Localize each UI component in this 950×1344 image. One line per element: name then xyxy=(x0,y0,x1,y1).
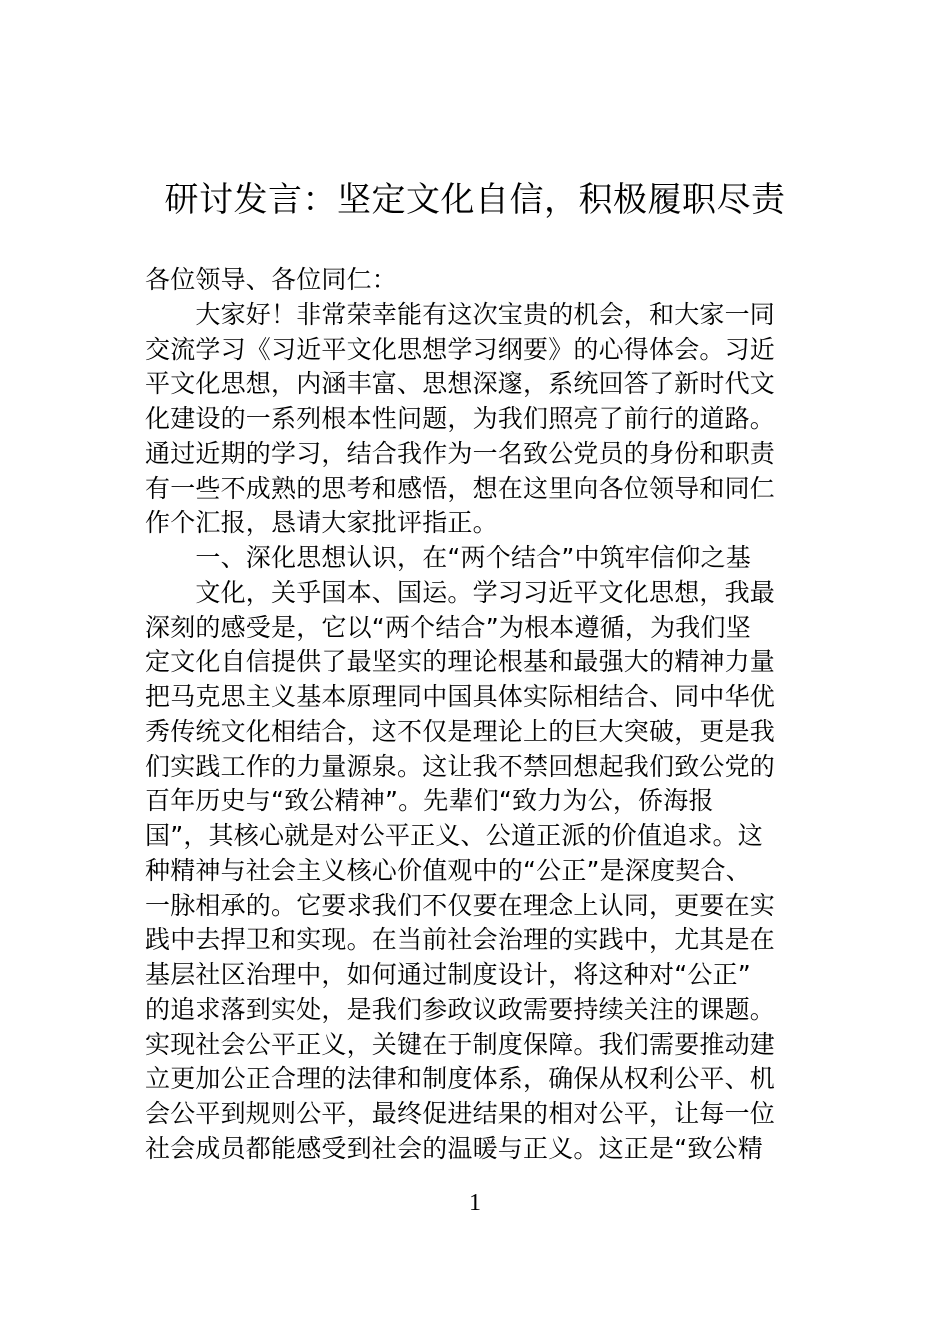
text-line: 立更加公正合理的法律和制度体系，确保从权利公平、机 xyxy=(145,1064,776,1094)
text-line: 国”，其核心就是对公平正义、公道正派的价值追求。这 xyxy=(145,821,763,850)
text-line: 践中去捍卫和实现。在当前社会治理的实践中，尤其是在 xyxy=(145,925,776,955)
text-line: 定文化自信提供了最坚实的理论根基和最强大的精神力量 xyxy=(145,647,776,677)
text-line: 基层社区治理中，如何通过制度设计，将这种对“公正” xyxy=(145,960,751,989)
text-line: 作个汇报，恳请大家批评指正。 xyxy=(145,508,498,538)
text-line: 化建设的一系列根本性问题，为我们照亮了前行的道路。 xyxy=(145,404,776,433)
text-line: 实现社会公平正义，关键在于制度保障。我们需要推动建 xyxy=(145,1029,776,1059)
text-line: 有一些不成熟的思考和感悟，想在这里向各位领导和同仁 xyxy=(145,473,776,503)
text-line: 交流学习《习近平文化思想学习纲要》的心得体会。习近 xyxy=(145,334,776,364)
text-line: 平文化思想，内涵丰富、思想深邃，系统回答了新时代文 xyxy=(145,369,776,399)
text-line: 的追求落到实处，是我们参政议政需要持续关注的课题。 xyxy=(145,994,776,1024)
text-line: 一、深化思想认识，在“两个结合”中筑牢信仰之基 xyxy=(145,543,751,572)
text-line: 通过近期的学习，结合我作为一名致公党员的身份和职责 xyxy=(145,438,776,468)
text-line: 一脉相承的。它要求我们不仅要在理念上认同，更要在实 xyxy=(145,890,776,920)
text-line: 种精神与社会主义核心价值观中的“公正”是深度契合、 xyxy=(145,855,751,885)
document-title: 研讨发言：坚定文化自信，积极履职尽责 xyxy=(164,180,786,220)
text-line: 百年历史与“致公精神”。先辈们“致力为公，侨海报 xyxy=(145,786,714,816)
text-line: 们实践工作的力量源泉。这让我不禁回想起我们致公党的 xyxy=(145,751,776,781)
text-line: 秀传统文化相结合，这不仅是理论上的巨大突破，更是我 xyxy=(145,716,776,746)
text-line: 把马克思主义基本原理同中国具体实际相结合、同中华优 xyxy=(145,682,776,711)
text-line: 深刻的感受是，它以“两个结合”为根本遵循，为我们坚 xyxy=(145,612,751,642)
text-line: 社会成员都能感受到社会的温暖与正义。这正是“致公精 xyxy=(145,1133,763,1163)
salutation: 各位领导、各位同仁： xyxy=(145,265,398,294)
document-body xyxy=(145,263,815,1167)
page-number: 1 xyxy=(469,1190,481,1216)
text-line: 文化，关乎国本、国运。学习习近平文化思想，我最 xyxy=(145,577,776,607)
text-line: 大家好！非常荣幸能有这次宝贵的机会，和大家一同 xyxy=(145,299,776,329)
text-line: 会公平到规则公平，最终促进结果的相对公平，让每一位 xyxy=(145,1099,776,1128)
